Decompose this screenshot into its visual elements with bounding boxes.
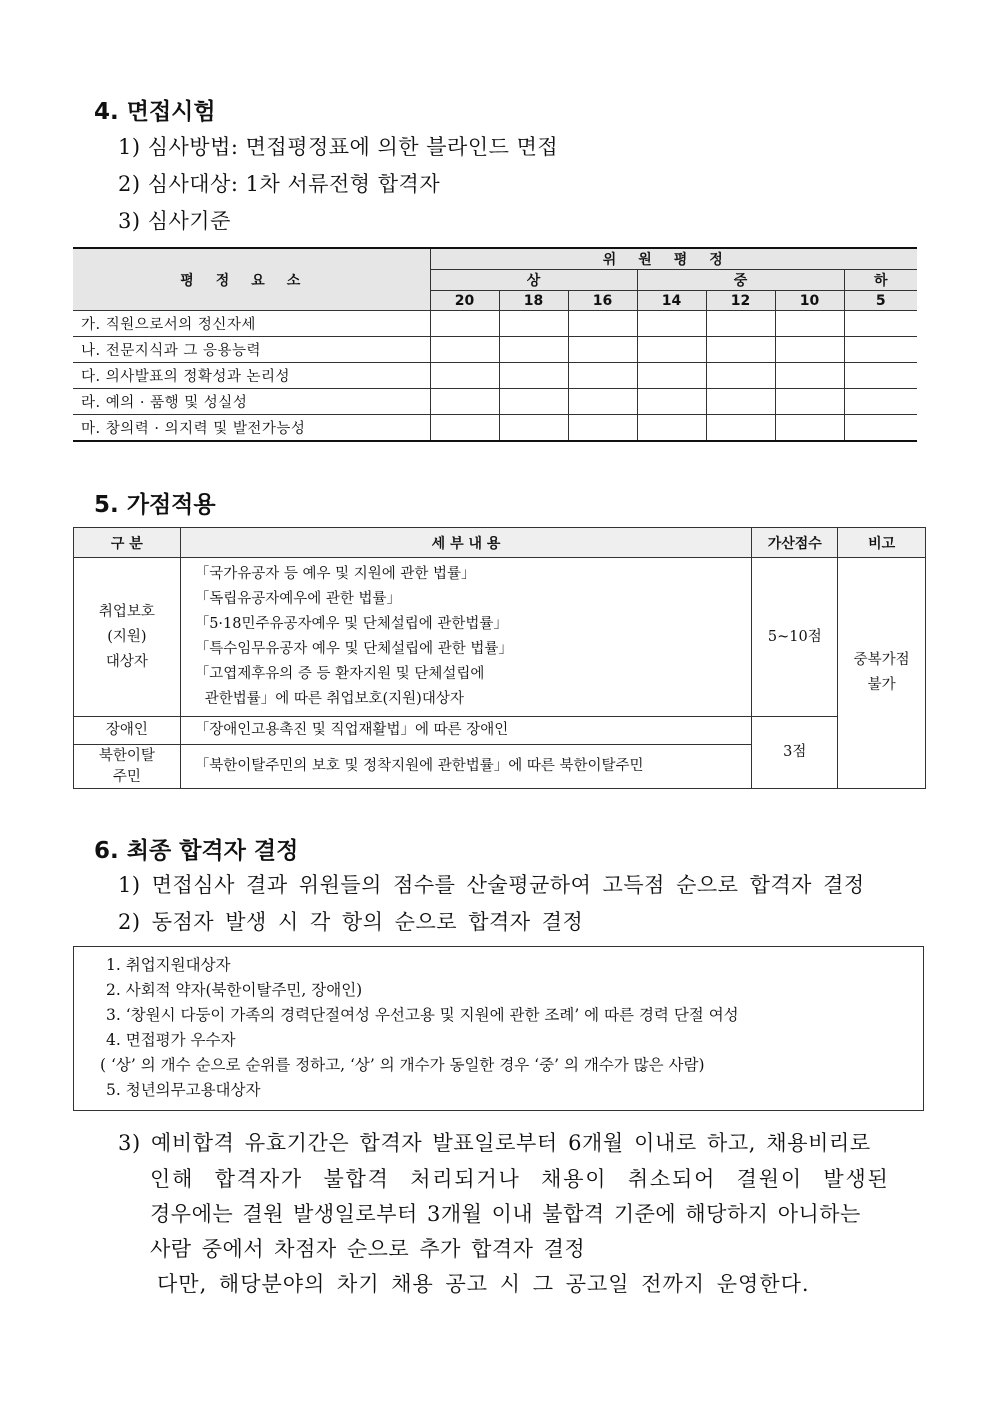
s4-item-3: 3) 심사기준 bbox=[118, 209, 231, 233]
grade-mid: 중 bbox=[637, 270, 844, 291]
bonus-header-category: 구 분 bbox=[74, 528, 181, 558]
score-cell bbox=[637, 363, 706, 389]
s6-item-3-line-4: 사람 중에서 차점자 순으로 추가 합격자 결정 bbox=[150, 1237, 586, 1261]
eval-header-committee: 위원평정 bbox=[430, 248, 917, 270]
s6-item-2: 2) 동점자 발생 시 각 항의 순으로 합격자 결정 bbox=[118, 910, 584, 934]
defector-label: 북한이탈 주민 bbox=[74, 745, 181, 789]
score-14: 14 bbox=[637, 291, 706, 311]
s4-item-2: 2) 심사대상: 1차 서류전형 합격자 bbox=[118, 172, 441, 196]
score-cell bbox=[430, 311, 499, 337]
small-points: 3점 bbox=[752, 717, 838, 789]
score-cell bbox=[706, 389, 775, 415]
score-cell bbox=[499, 389, 568, 415]
score-cell bbox=[844, 311, 917, 337]
protect-target-label: 취업보호 (지원) 대상자 bbox=[74, 558, 181, 717]
bonus-note: 중복가점 불가 bbox=[838, 558, 926, 789]
score-16: 16 bbox=[568, 291, 637, 311]
score-cell bbox=[430, 363, 499, 389]
s6-item-3-line-3: 경우에는 결원 발생일로부터 3개월 이내 불합격 기준에 해당하지 아니하는 bbox=[150, 1202, 861, 1226]
score-cell bbox=[775, 311, 844, 337]
eval-row-label: 마. 창의력 · 의지력 및 발전가능성 bbox=[73, 415, 430, 442]
score-cell bbox=[706, 337, 775, 363]
eval-row-label: 라. 예의 · 품행 및 성실성 bbox=[73, 389, 430, 415]
section-6-title: 6. 최종 합격자 결정 bbox=[94, 838, 299, 864]
score-cell bbox=[499, 415, 568, 442]
bonus-table bbox=[73, 527, 926, 789]
score-cell bbox=[499, 311, 568, 337]
score-cell bbox=[499, 363, 568, 389]
eval-row-label: 나. 전문지식과 그 응용능력 bbox=[73, 337, 430, 363]
score-cell bbox=[844, 337, 917, 363]
score-cell bbox=[706, 363, 775, 389]
score-cell bbox=[568, 337, 637, 363]
score-cell bbox=[568, 311, 637, 337]
priority-item: 1. 취업지원대상자 bbox=[106, 956, 231, 974]
score-cell bbox=[430, 337, 499, 363]
disabled-law: 「장애인고용촉진 및 직업재활법」에 따른 장애인 bbox=[180, 717, 752, 745]
score-cell bbox=[844, 415, 917, 442]
s4-item-1: 1) 심사방법: 면접평정표에 의한 블라인드 면접 bbox=[118, 135, 559, 159]
score-cell bbox=[637, 415, 706, 442]
score-20: 20 bbox=[430, 291, 499, 311]
section-5-title: 5. 가점적용 bbox=[94, 492, 216, 518]
table-row bbox=[73, 389, 917, 415]
score-cell bbox=[775, 389, 844, 415]
table-row bbox=[73, 415, 917, 442]
score-cell bbox=[430, 389, 499, 415]
score-cell bbox=[568, 415, 637, 442]
score-cell bbox=[775, 337, 844, 363]
score-12: 12 bbox=[706, 291, 775, 311]
score-cell bbox=[844, 363, 917, 389]
score-cell bbox=[706, 415, 775, 442]
score-cell bbox=[637, 337, 706, 363]
table-row bbox=[73, 311, 917, 337]
bonus-header-note: 비고 bbox=[838, 528, 926, 558]
table-row bbox=[73, 363, 917, 389]
priority-item: 3. ‘창원시 다둥이 가족의 경력단절여성 우선고용 및 지원에 관한 조례’ 에 따른 경력 단절 여성 bbox=[106, 1006, 739, 1024]
grade-high: 상 bbox=[430, 270, 637, 291]
eval-row-label: 가. 직원으로서의 정신자세 bbox=[73, 311, 430, 337]
bonus-header-points: 가산점수 bbox=[752, 528, 838, 558]
priority-item: 5. 청년의무고용대상자 bbox=[106, 1081, 261, 1099]
priority-item: 4. 면접평가 우수자 bbox=[106, 1031, 236, 1049]
score-cell bbox=[499, 337, 568, 363]
s6-item-3-line-5: 다만, 해당분야의 차기 채용 공고 시 그 공고일 전까지 운영한다. bbox=[157, 1272, 810, 1296]
priority-item: 2. 사회적 약자(북한이탈주민, 장애인) bbox=[106, 981, 363, 999]
score-cell bbox=[706, 311, 775, 337]
protect-points: 5~10점 bbox=[752, 558, 838, 717]
s6-item-3-line-1: 3) 예비합격 유효기간은 합격자 발표일로부터 6개월 이내로 하고, 채용비리로 bbox=[118, 1131, 871, 1155]
score-cell bbox=[568, 389, 637, 415]
score-cell bbox=[775, 363, 844, 389]
score-cell bbox=[637, 389, 706, 415]
section-4-title: 4. 면접시험 bbox=[94, 99, 216, 125]
score-cell bbox=[844, 389, 917, 415]
priority-note: ( ‘상’ 의 개수 순으로 순위를 정하고, ‘상’ 의 개수가 동일한 경우 ‘중’ 의 개수가 많은 사람) bbox=[100, 1056, 705, 1074]
bonus-header-detail: 세 부 내 용 bbox=[180, 528, 752, 558]
eval-header-factor: 평정요소 bbox=[73, 248, 430, 311]
tie-priority-box bbox=[73, 946, 924, 1111]
evaluation-table bbox=[73, 247, 917, 442]
score-5: 5 bbox=[844, 291, 917, 311]
disabled-label: 장애인 bbox=[74, 717, 181, 745]
grade-low: 하 bbox=[844, 270, 917, 291]
score-18: 18 bbox=[499, 291, 568, 311]
score-cell bbox=[430, 415, 499, 442]
s6-item-1: 1) 면접심사 결과 위원들의 점수를 산술평균하여 고득점 순으로 합격자 결정 bbox=[118, 873, 865, 897]
protect-laws: 「국가유공자 등 예우 및 지원에 관한 법률」 「독립유공자예우에 관한 법률」 「5·18민주유공자예우 및 단체설립에 관한법률」 「특수임무유공자 예우 및 단체설립에 관한 법률」 「고엽제후유의 증 등 환자지원 및 단체설립에 관한법률」에 따른 취업보호(지원)대상자 bbox=[180, 558, 752, 717]
score-cell bbox=[775, 415, 844, 442]
score-cell bbox=[637, 311, 706, 337]
defector-law: 「북한이탈주민의 보호 및 정착지원에 관한법률」에 따른 북한이탈주민 bbox=[180, 745, 752, 789]
score-cell bbox=[568, 363, 637, 389]
eval-row-label: 다. 의사발표의 정확성과 논리성 bbox=[73, 363, 430, 389]
score-10: 10 bbox=[775, 291, 844, 311]
s6-item-3-line-2: 인해 합격자가 불합격 처리되거나 채용이 취소되어 결원이 발생된 bbox=[150, 1167, 890, 1191]
table-row bbox=[73, 337, 917, 363]
